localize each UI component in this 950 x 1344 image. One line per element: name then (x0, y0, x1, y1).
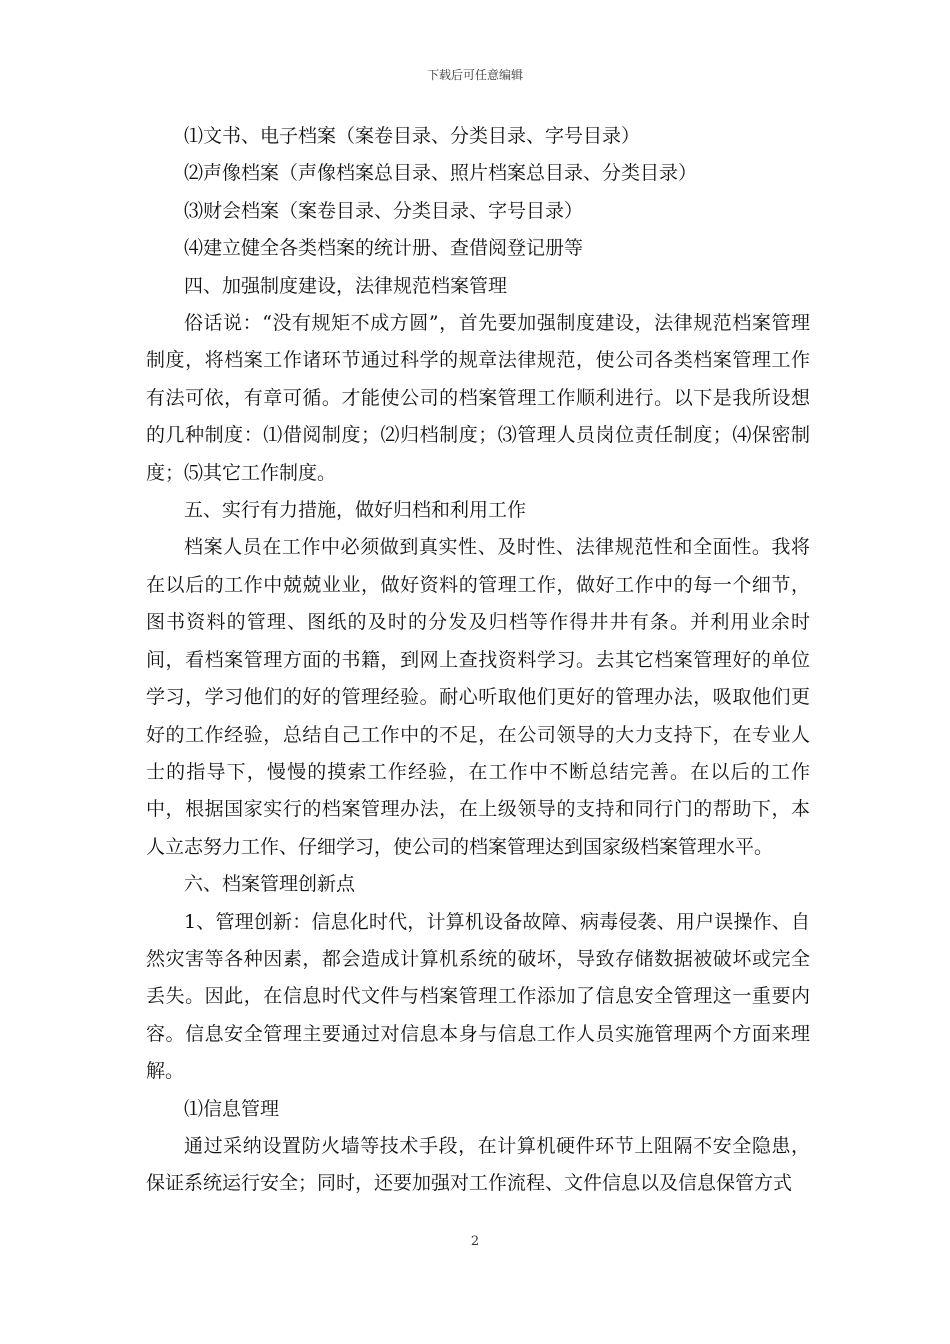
paragraph-6: 档案人员在工作中必须做到真实性、及时性、法律规范性和全面性。我将在以后的工作中兢兢业业，做好资料的管理工作，做好工作中的每一个细节，图书资料的管理、图纸的及时的分发及归档等作得井井有条。并利用业余时间，看档案管理方面的书籍，到网上查找资料学习。去其它档案管理好的单位学习，学习他们的好的管理经验。耐心听取他们更好的管理办法，吸取他们更好的工作经验，总结自己工作中的不足，在公司领导的大力支持下，在专业人士的指导下，慢慢的摸索工作经验，在工作中不断总结完善。在以后的工作中，根据国家实行的档案管理办法，在上级领导的支持和同行门的帮助下，本人立志努力工作、仔细学习，使公司的档案管理达到国家级档案管理水平。 (146, 536, 810, 858)
page-header: 下载后可任意编辑 (426, 68, 523, 82)
section-heading-6: 六、档案管理创新点 (184, 873, 356, 896)
paragraph-7: 1、管理创新：信息化时代，计算机设备故障、病毒侵袭、用户误操作、自然灾害等各种因素，都会造成计算机系统的破坏，导致存储数据被破坏或完全丢失。因此，在信息时代文件与档案管理工作添加了信息安全管理这一重要内容。信息安全管理主要通过对信息本身与信息工作人员实施管理两个方面来理解。 (146, 910, 810, 1083)
paragraph-1: ⑴文书、电子档案（案卷目录、分类目录、字号目录） (184, 125, 641, 147)
paragraph-3: ⑶财会档案（案卷目录、分类目录、字号目录） (184, 199, 584, 222)
paragraph-8: 通过采纳设置防火墙等技术手段，在计算机硬件环节上阻隔不安全隐患，保证系统运行安全；同时，还要加强对工作流程、文件信息以及信息保管方式 (146, 1134, 810, 1195)
paragraph-5: 俗话说：“没有规矩不成方圆”，首先要加强制度建设，法律规范档案管理制度，将档案工作诸环节通过科学的规章法律规范，使公司各类档案管理工作有法可依，有章可循。才能使公司的档案管理工作顺利进行。以下是我所设想的几种制度：⑴借阅制度；⑵归档制度；⑶管理人员岗位责任制度；⑷保密制度；⑸其它工作制度。 (146, 312, 810, 484)
section-heading-4: 四、加强制度建设，法律规范档案管理 (184, 274, 508, 297)
section-heading-5: 五、实行有力措施，做好归档和利用工作 (184, 499, 527, 522)
page-number: 2 (470, 1234, 480, 1249)
sub-heading-info-management: ⑴信息管理 (184, 1097, 280, 1120)
document-body (146, 118, 810, 1203)
paragraph-4: ⑷建立健全各类档案的统计册、查借阅登记册等 (184, 237, 584, 260)
paragraph-2: ⑵声像档案（声像档案总目录、照片档案总目录、分类目录） (184, 162, 698, 185)
